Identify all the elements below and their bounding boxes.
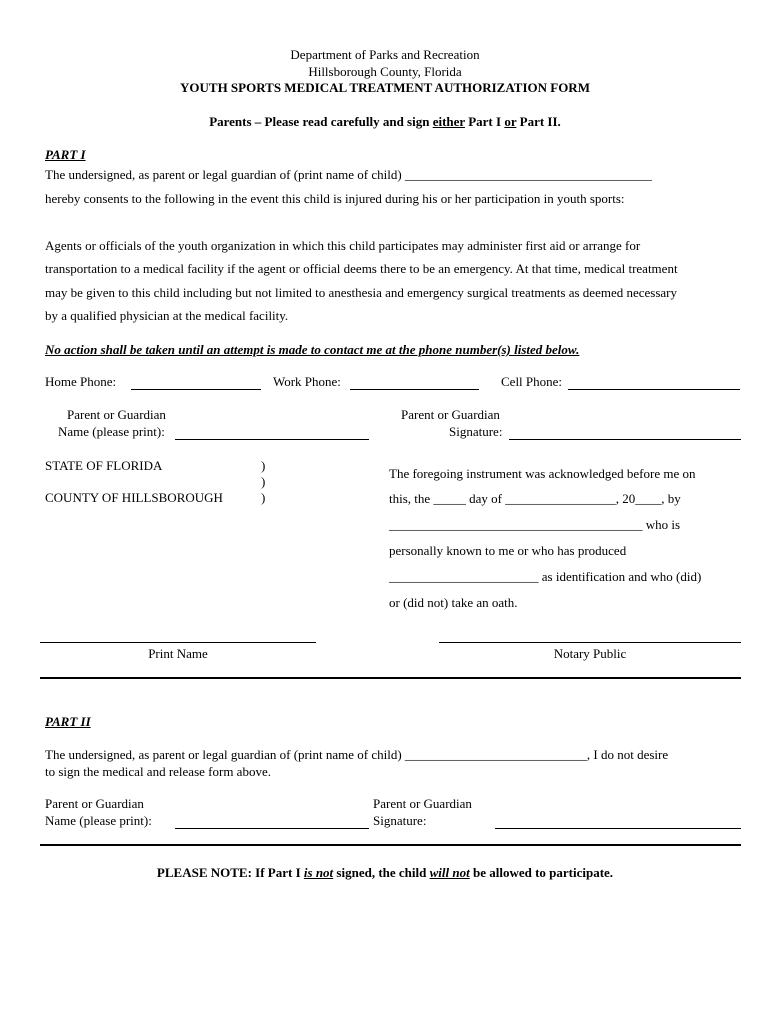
part2-heading: PART II [45, 714, 91, 729]
footer-note [0, 865, 770, 881]
paren-2: ) [261, 474, 266, 489]
notary-line4: personally known to me or who has produced [389, 543, 627, 558]
part1-line1: The undersigned, as parent or legal guardian of (print name of child) ______________________________________ [45, 167, 652, 182]
notary-line6: or (did not) take an oath. [389, 595, 518, 610]
notary-line1: The foregoing instrument was acknowledged before me on [389, 466, 696, 481]
footer-divider [40, 844, 741, 846]
parent-name-label-1: Parent or Guardian [67, 407, 166, 422]
parent-name-field[interactable] [175, 439, 369, 440]
cell-phone-label: Cell Phone: [501, 374, 563, 389]
contact-notice: No action shall be taken until an attempt is made to contact me at the phone number(s) listed below. [45, 342, 580, 357]
part1-heading: PART I [45, 147, 86, 162]
part2-line2: to sign the medical and release form above. [45, 764, 271, 779]
part2-signature-label-1: Parent or Guardian [373, 796, 472, 811]
footer-text-2: signed, the child [333, 865, 430, 880]
part1-para-line1: Agents or officials of the youth organization in which this child participates may administer first aid or arrange for [45, 238, 641, 253]
home-phone-label: Home Phone: [45, 374, 117, 389]
parent-signature-label-2: Signature: [449, 424, 503, 439]
paren-3: ) [261, 490, 266, 505]
notary-public-field[interactable] [439, 642, 741, 643]
footer-is-not: is not [303, 865, 334, 880]
part1-para-line2: transportation to a medical facility if the agent or official deems there to be an emergency. At that time, medical treatment [45, 261, 678, 276]
part2-name-label-1: Parent or Guardian [45, 796, 144, 811]
footer-text-1: PLEASE NOTE: If Part I [156, 865, 304, 880]
part1-para-line4: by a qualified physician at the medical facility. [45, 308, 289, 323]
notary-line5: _______________________ as identification and who (did) [389, 569, 702, 584]
notary-public-label: Notary Public [553, 646, 627, 661]
part2-line1: The undersigned, as parent or legal guardian of (print name of child) ____________________________, I do not desire [45, 747, 669, 762]
work-phone-label: Work Phone: [273, 374, 341, 389]
department-name: Department of Parks and Recreation [290, 47, 480, 62]
part2-name-field[interactable] [175, 828, 369, 829]
instructions-text-2: Part I [464, 114, 505, 129]
instructions-text-1: Parents – Please read carefully and sign [209, 114, 433, 129]
county-name: Hillsborough County, Florida [308, 64, 462, 79]
paren-1: ) [261, 458, 266, 473]
notary-line3: _______________________________________ who is [389, 517, 681, 532]
footer-text-3: be allowed to participate. [469, 865, 614, 880]
part2-signature-field[interactable] [495, 828, 741, 829]
state-label: STATE OF FLORIDA [45, 458, 163, 473]
home-phone-field[interactable] [131, 389, 261, 390]
footer-will-not: will not [429, 865, 470, 880]
work-phone-field[interactable] [350, 389, 479, 390]
parent-signature-label-1: Parent or Guardian [401, 407, 500, 422]
section-divider [40, 677, 741, 679]
print-name-field[interactable] [40, 642, 316, 643]
part2-signature-label-2: Signature: [373, 813, 427, 828]
print-name-label: Print Name [148, 646, 208, 661]
cell-phone-field[interactable] [568, 389, 740, 390]
instructions-either: either [432, 114, 465, 129]
part1-para-line3: may be given to this child including but not limited to anesthesia and emergency surgical treatments as deemed necessary [45, 285, 678, 300]
form-title: YOUTH SPORTS MEDICAL TREATMENT AUTHORIZATION FORM [180, 80, 590, 95]
instructions-text-3: Part II. [516, 114, 561, 129]
part1-line2: hereby consents to the following in the event this child is injured during his or her participation in youth sports: [45, 191, 625, 206]
county-label: COUNTY OF HILLSBOROUGH [45, 490, 223, 505]
parent-signature-field[interactable] [509, 439, 741, 440]
notary-line2: this, the _____ day of _________________, 20____, by [389, 491, 681, 506]
instructions [0, 114, 770, 130]
part2-name-label-2: Name (please print): [45, 813, 152, 828]
parent-name-label-2: Name (please print): [58, 424, 165, 439]
instructions-or: or [504, 114, 517, 129]
